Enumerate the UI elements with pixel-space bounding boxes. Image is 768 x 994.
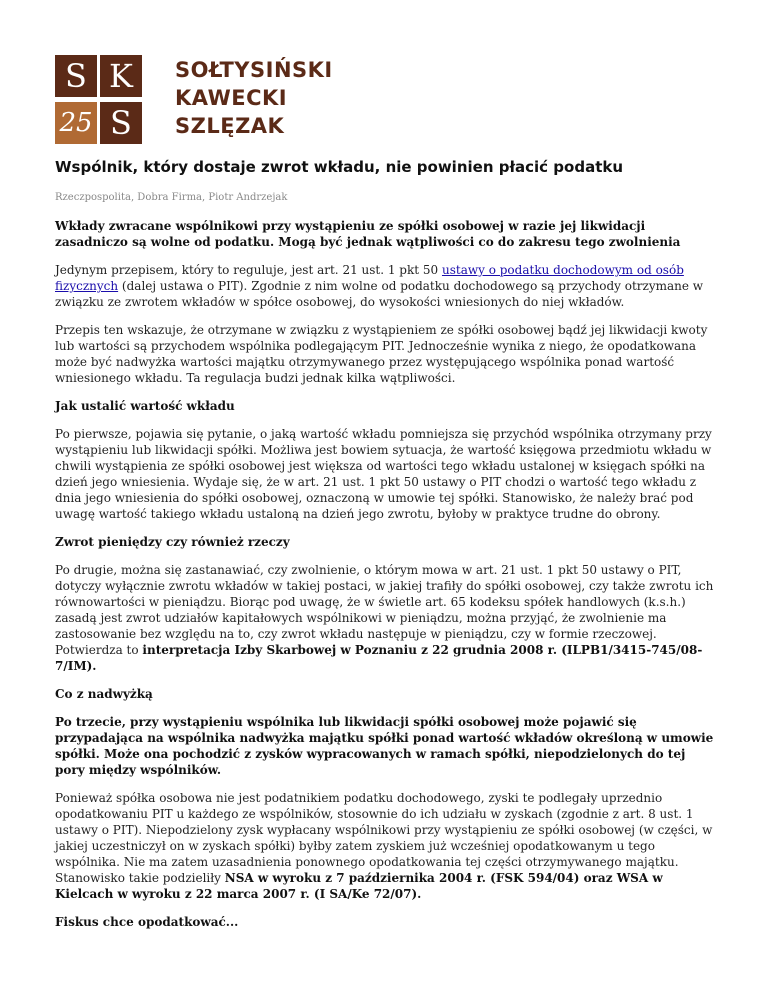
section-heading-1: Jak ustalić wartość wkładu (55, 399, 235, 413)
section-heading-3: Co z nadwyżką (55, 687, 153, 701)
section-heading-2: Zwrot pieniędzy czy również rzeczy (55, 535, 290, 549)
paragraph-6 (55, 790, 715, 902)
law-link[interactable]: ustawy o podatku dochodowym od osób fizycznych (55, 263, 684, 293)
paragraph-4 (55, 562, 715, 674)
logo-name-line-3: SZLĘZAK (175, 114, 285, 138)
paragraph-2: Przepis ten wskazuje, że otrzymane w związku z wystąpieniem ze spółki osobowej bądź jej likwidacji kwoty lub wartości są przychodem wspólnika podlegającym PIT. Jednocześnie wynika z niego, że opodatkowana może być nadwyżka wartości majątku otrzymywanego przez występującego wspólnika ponad wartość wniesionego wkładu. Ta regulacja budzi jednak kilka wątpliwości. (55, 323, 708, 385)
paragraph-6-citation: NSA w wyroku z 7 października 2004 r. (FSK 594/04) oraz WSA w Kielcach w wyroku z 22 marca 2007 r. (I SA/Ke 72/07). (55, 871, 663, 901)
article-byline: Rzeczpospolita, Dobra Firma, Piotr Andrzejak (55, 192, 288, 203)
article-lead: Wkłady zwracane wspólnikowi przy wystąpieniu ze spółki osobowej w razie jej likwidacji zasadniczo są wolne od podatku. Mogą być jednak wątpliwości co do zakresu tego zwolnienia (55, 219, 681, 249)
logo-name-line-2: KAWECKI (175, 86, 288, 110)
logo-name-line-1: SOŁTYSIŃSKI (175, 58, 333, 82)
article-title: Wspólnik, który dostaje zwrot wkładu, nie powinien płacić podatku (55, 158, 624, 176)
firm-logo (55, 55, 355, 147)
paragraph-3: Po pierwsze, pojawia się pytanie, o jaką wartość wkładu pomniejsza się przychód wspólnika otrzymany przy wystąpieniu lub likwidacji spółki. Możliwa jest bowiem sytuacja, że wartość księgowa przedmiotu wkładu w chwili wystąpienia ze spółki osobowej jest większa od wartości tego wkładu ustalonej w księgach spółki na dzień jego wniesienia. Wydaje się, że w art. 21 ust. 1 pkt 50 ustawy o PIT chodzi o wartość tego wkładu z dnia jego wniesienia do spółki osobowej, oznaczoną w umowie tej spółki. Stanowisko, że należy brać pod uwagę wartość takiego wkładu ustaloną na dzień jego zwrotu, byłoby w praktyce trudne do obrony. (55, 427, 712, 521)
logo-tile-s: S (55, 55, 97, 97)
paragraph-5: Po trzecie, przy wystąpieniu wspólnika lub likwidacji spółki osobowej może pojawić się przypadająca na wspólnika nadwyżka majątku spółki ponad wartość wkładów określoną w umowie spółki. Może ona pochodzić z zysków wypracowanych w ramach spółki, niepodzielonych do tej pory między wspólników. (55, 715, 714, 777)
logo-tile-25: 25 (55, 102, 97, 144)
paragraph-1-text-after: (dalej ustawa o PIT). Zgodnie z nim wolne od podatku dochodowego są przychody otrzymane w związku ze zwrotem wkładów w spółce osobowej, do wysokości wniesionych do niej wkładów. (55, 279, 704, 309)
section-heading-4: Fiskus chce opodatkować... (55, 915, 239, 929)
paragraph-1-text-before: Jedynym przepisem, który to reguluje, jest art. 21 ust. 1 pkt 50 (55, 263, 442, 277)
paragraph-4-citation: interpretacja Izby Skarbowej w Poznaniu z 22 grudnia 2008 r. (ILPB1/3415-745/08-7/IM). (55, 643, 703, 673)
paragraph-4-text: Po drugie, można się zastanawiać, czy zwolnienie, o którym mowa w art. 21 ust. 1 pkt 50 ustawy o PIT, dotyczy wyłącznie zwrotu wkładów w takiej postaci, w jakiej trafiły do spółki osobowej, czy także zwrotu ich równowartości w pieniądzu. Biorąc pod uwagę, że w świetle art. 65 kodeksu spółek handlowych (k.s.h.) zasadą jest zwrot udziałów kapitałowych wspólnikowi w pieniądzu, można przyjąć, że zwolnienie ma zastosowanie bez względu na to, czy zwrot wkładu następuje w pieniądzu, czy w formie rzeczowej. Potwierdza to (55, 563, 714, 657)
paragraph-6-text: Ponieważ spółka osobowa nie jest podatnikiem podatku dochodowego, zyski te podlegały uprzednio opodatkowaniu PIT u każdego ze wspólników, stosownie do ich udziału w zyskach (zgodnie z art. 8 ust. 1 ustawy o PIT). Niepodzielony zysk wypłacany wspólnikowi przy wystąpieniu ze spółki osobowej (w części, w jakiej uczestniczył on w zyskach spółki) byłby zatem zyskiem już wcześniej opodatkowanym u tego wspólnika. Nie ma zatem uzasadnienia ponownego opodatkowania tej części otrzymywanego majątku. Stanowisko takie podzieliły (55, 791, 713, 885)
logo-tile-s-second: S (100, 102, 142, 144)
logo-tile-k: K (100, 55, 142, 97)
paragraph-1 (55, 262, 715, 310)
article-body (55, 218, 715, 942)
